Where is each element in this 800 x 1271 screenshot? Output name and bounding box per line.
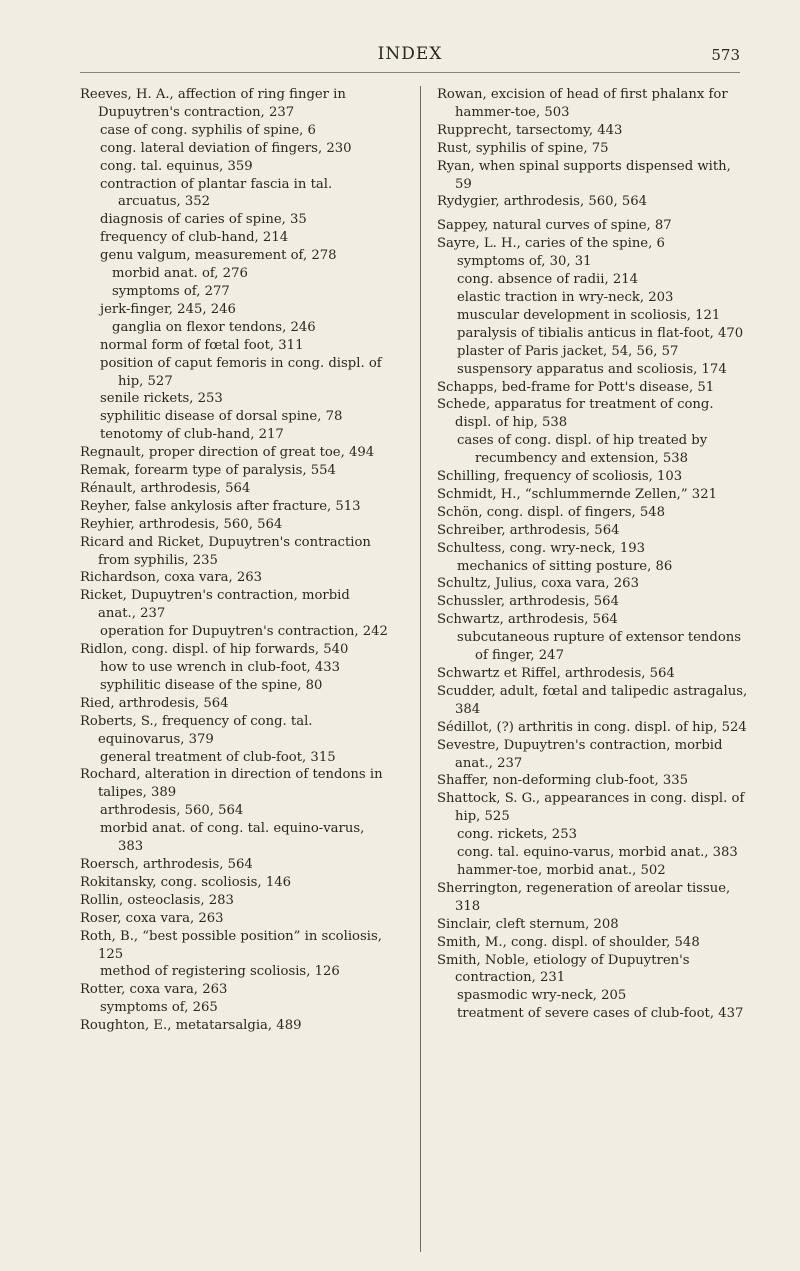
index-entry: Sappey, natural curves of spine, 87 xyxy=(437,218,672,234)
index-entry: Rydygier, arthrodesis, 560, 564 xyxy=(437,194,648,210)
index-entry: muscular development in scoliosis, 121 xyxy=(457,307,721,323)
index-entry: suspensory apparatus and scoliosis, 174 xyxy=(457,361,727,377)
index-entry: subcutaneous rupture of extensor tendons of finger, 247 xyxy=(457,630,742,664)
index-entry: Ried, arthrodesis, 564 xyxy=(80,695,229,711)
index-entry: syphilitic disease of dorsal spine, 78 xyxy=(100,409,343,425)
index-entry: Rowan, excision of head of first phalanx for hammer-toe, 503 xyxy=(437,87,728,120)
index-entry: Rotter, coxa vara, 263 xyxy=(80,982,228,998)
index-entry: diagnosis of caries of spine, 35 xyxy=(100,212,307,228)
index-entry: Roser, coxa vara, 263 xyxy=(80,910,224,926)
index-column-right xyxy=(437,86,749,1023)
index-entry: operation for Dupuytren's contraction, 242 xyxy=(100,624,388,640)
index-entry: Regnault, proper direction of great toe, 494 xyxy=(80,445,375,461)
index-entry: Schmidt, H., “schlummernde Zellen,” 321 xyxy=(437,486,717,502)
index-entry: Ricket, Dupuytren's contraction, morbid anat., 237 xyxy=(80,588,350,622)
index-entry: mechanics of sitting posture, 86 xyxy=(457,558,673,574)
index-entry: Rokitansky, cong. scoliosis, 146 xyxy=(80,874,291,890)
index-entry: Schapps, bed-frame for Pott's disease, 51 xyxy=(437,379,715,395)
index-entry: Smith, Noble, etiology of Dupuytren's contraction, 231 xyxy=(437,952,690,986)
page-header xyxy=(80,44,740,72)
index-entry: Schön, cong. displ. of fingers, 548 xyxy=(437,504,666,520)
index-entry: syphilitic disease of the spine, 80 xyxy=(100,677,323,693)
index-entry: treatment of severe cases of club-foot, 437 xyxy=(457,1006,744,1022)
index-entry: Schwartz, arthrodesis, 564 xyxy=(437,612,618,628)
index-entry: frequency of club-hand, 214 xyxy=(100,230,289,246)
index-entry: Ricard and Ricket, Dupuytren's contraction from syphilis, 235 xyxy=(80,534,371,568)
index-entry: cong. rickets, 253 xyxy=(457,827,577,843)
index-entry: general treatment of club-foot, 315 xyxy=(100,749,336,765)
index-entry: arthrodesis, 560, 564 xyxy=(100,803,244,819)
index-entry: Scudder, adult, fœtal and talipedic astragalus, 384 xyxy=(437,683,748,717)
index-entry: symptoms of, 30, 31 xyxy=(457,254,592,270)
page-title: INDEX xyxy=(377,44,443,64)
index-entry: Reeves, H. A., affection of ring finger in Dupuytren's contraction, 237 xyxy=(80,87,346,120)
index-entry: Richardson, coxa vara, 263 xyxy=(80,570,263,586)
index-entry: Sédillot, (?) arthritis in cong. displ. of hip, 524 xyxy=(437,719,747,735)
index-entry: Roersch, arthrodesis, 564 xyxy=(80,856,253,872)
index-entry: method of registering scoliosis, 126 xyxy=(100,964,340,980)
index-entry: Rupprecht, tarsectomy, 443 xyxy=(437,122,623,138)
index-entry: Schwartz et Riffel, arthrodesis, 564 xyxy=(437,666,675,681)
index-entry: symptoms of, 277 xyxy=(112,283,230,299)
index-entry: Shaffer, non-deforming club-foot, 335 xyxy=(437,773,689,789)
index-entry: Rochard, alteration in direction of tendons in talipes, 389 xyxy=(80,767,383,801)
index-entry: Roughton, E., metatarsalgia, 489 xyxy=(80,1018,302,1034)
index-entry: ganglia on flexor tendons, 246 xyxy=(112,319,316,335)
page-number: 573 xyxy=(711,46,740,64)
header-rule xyxy=(80,72,740,73)
index-entry: Sherrington, regeneration of areolar tissue, 318 xyxy=(437,880,731,914)
index-entry: Rollin, osteoclasis, 283 xyxy=(80,892,234,908)
index-entry: Sevestre, Dupuytren's contraction, morbid anat., 237 xyxy=(437,737,723,771)
index-entry: elastic traction in wry-neck, 203 xyxy=(457,289,674,305)
index-entry: cong. tal. equinus, 359 xyxy=(100,158,253,174)
index-entry: Schreiber, arthrodesis, 564 xyxy=(437,522,620,538)
index-entry: jerk-finger, 245, 246 xyxy=(100,301,236,317)
index-entry: Sinclair, cleft sternum, 208 xyxy=(437,916,619,932)
index-entry: Reyher, false ankylosis after fracture, 513 xyxy=(80,498,361,514)
index-entry: position of caput femoris in cong. displ. of hip, 527 xyxy=(100,355,382,389)
column-divider xyxy=(420,86,421,1252)
index-entry: Remak, forearm type of paralysis, 554 xyxy=(80,463,336,479)
index-entry: Shattock, S. G., appearances in cong. displ. of hip, 525 xyxy=(437,791,745,825)
index-entry: Sayre, L. H., caries of the spine, 6 xyxy=(437,236,665,252)
index-entry: spasmodic wry-neck, 205 xyxy=(457,988,627,1004)
index-entry: cong. absence of radii, 214 xyxy=(457,272,639,288)
index-entry: cong. tal. equino-varus, morbid anat., 383 xyxy=(457,845,738,861)
index-entry: normal form of fœtal foot, 311 xyxy=(100,337,304,353)
index-entry: plaster of Paris jacket, 54, 56, 57 xyxy=(457,343,679,359)
index-entry: hammer-toe, morbid anat., 502 xyxy=(457,862,666,878)
index-entry: Schede, apparatus for treatment of cong. displ. of hip, 538 xyxy=(437,397,714,431)
index-entry: Reyhier, arthrodesis, 560, 564 xyxy=(80,516,283,532)
index-entry: Roberts, S., frequency of cong. tal. equinovarus, 379 xyxy=(80,713,313,747)
index-entry: Schultess, cong. wry-neck, 193 xyxy=(437,540,646,556)
index-entry: morbid anat. of cong. tal. equino-varus, 383 xyxy=(100,821,365,855)
index-entry: Ridlon, cong. displ. of hip forwards, 540 xyxy=(80,642,349,658)
index-column-left xyxy=(80,86,390,1035)
index-entry: contraction of plantar fascia in tal. arcuatus, 352 xyxy=(100,176,333,210)
index-entry: Rust, syphilis of spine, 75 xyxy=(437,140,609,156)
index-entry: paralysis of tibialis anticus in flat-foot, 470 xyxy=(457,325,744,341)
index-entry: genu valgum, measurement of, 278 xyxy=(100,248,337,264)
index-entry: Smith, M., cong. displ. of shoulder, 548 xyxy=(437,934,700,950)
index-entry: tenotomy of club-hand, 217 xyxy=(100,427,284,443)
index-entry: cong. lateral deviation of fingers, 230 xyxy=(100,140,352,156)
index-entry: senile rickets, 253 xyxy=(100,391,223,407)
index-entry: how to use wrench in club-foot, 433 xyxy=(100,660,341,675)
index-entry: cases of cong. displ. of hip treated by recumbency and extension, 538 xyxy=(457,433,708,467)
index-entry: Roth, B., “best possible position” in scoliosis, 125 xyxy=(80,928,382,962)
index-entry: Schussler, arthrodesis, 564 xyxy=(437,594,619,610)
index-entry: case of cong. syphilis of spine, 6 xyxy=(100,122,316,138)
index-entry: symptoms of, 265 xyxy=(100,1000,218,1016)
index-entry: Schilling, frequency of scoliosis, 103 xyxy=(437,469,683,485)
index-entry: Rénault, arthrodesis, 564 xyxy=(80,480,251,496)
index-entry: Ryan, when spinal supports dispensed with, 59 xyxy=(437,158,731,192)
index-entry: Schultz, Julius, coxa vara, 263 xyxy=(437,576,639,592)
index-entry: morbid anat. of, 276 xyxy=(112,266,248,282)
